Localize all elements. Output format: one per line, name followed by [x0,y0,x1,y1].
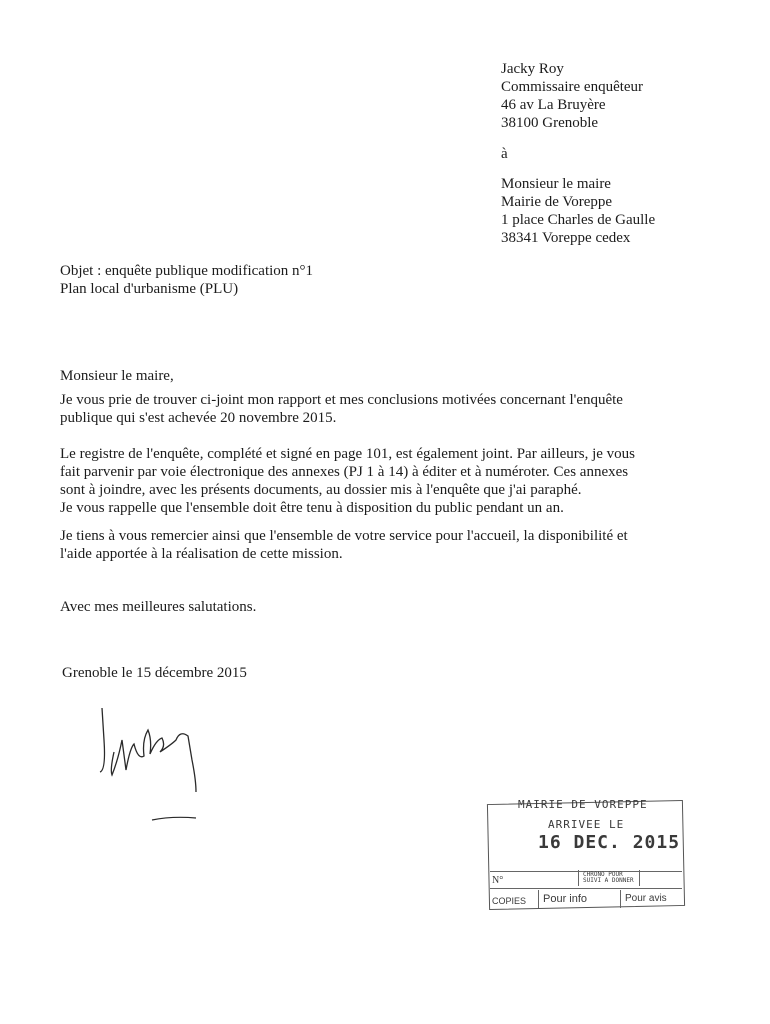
paragraph-line: Je vous rappelle que l'ensemble doit être tenu à disposition du public pendant un an. [60,500,564,516]
paragraph-line: l'aide apportée à la réalisation de cette mission. [60,546,343,562]
recipient-name: Monsieur le maire [501,176,611,192]
object-line: Objet : enquête publique modification n°1 [60,263,314,279]
sender-street: 46 av La Bruyère [501,97,606,113]
to-word: à [501,146,508,162]
salutation: Monsieur le maire, [60,368,174,384]
recipient-org: Mairie de Voreppe [501,194,613,210]
handwritten-signature [92,700,212,830]
paragraph-line: publique qui s'est achevée 20 novembre 2015. [60,410,337,426]
body-paragraph [60,391,690,427]
sender-title: Commissaire enquêteur [501,79,644,95]
recipient-address [501,175,655,247]
paragraph-line: fait parvenir par voie électronique des annexes (PJ 1 à 14) à éditer et à numéroter. Ces annexes [60,464,629,480]
paragraph-line: Je vous prie de trouver ci-joint mon rapport et mes conclusions motivées concernant l'enquête [60,392,623,408]
stamp-pour-avis: Pour avis [620,890,667,908]
paragraph-line: Je tiens à vous remercier ainsi que l'ensemble de votre service pour l'accueil, la disponibilité et [60,528,628,544]
stamp-number-label: N° [492,875,504,886]
stamp-copies: COPIES [492,896,527,906]
stamp-date: 16 DEC. 2015 [538,832,681,853]
paragraph-line: sont à joindre, avec les présents documents, au dossier mis à l'enquête que j'ai paraphé. [60,482,582,498]
received-stamp [488,796,684,916]
stamp-arrived-label: ARRIVEE LE [548,818,625,831]
stamp-pour-info: Pour info [538,890,587,908]
stamp-chrono-text: CHRONO POUR SUIVI A DONNER [578,870,640,886]
recipient-city: 38341 Voreppe cedex [501,230,631,246]
sender-name: Jacky Roy [501,61,564,77]
letter-object [60,262,313,298]
closing: Avec mes meilleures salutations. [60,599,257,615]
body-paragraph [60,445,690,517]
sender-address [501,60,643,132]
body-paragraph [60,527,690,563]
place-date: Grenoble le 15 décembre 2015 [62,665,247,681]
sender-city: 38100 Grenoble [501,115,599,131]
paragraph-line: Le registre de l'enquête, complété et signé en page 101, est également joint. Par ailleurs, je vous [60,446,636,462]
recipient-street: 1 place Charles de Gaulle [501,212,656,228]
stamp-title: MAIRIE DE VOREPPE [518,798,648,811]
object-line: Plan local d'urbanisme (PLU) [60,281,239,297]
